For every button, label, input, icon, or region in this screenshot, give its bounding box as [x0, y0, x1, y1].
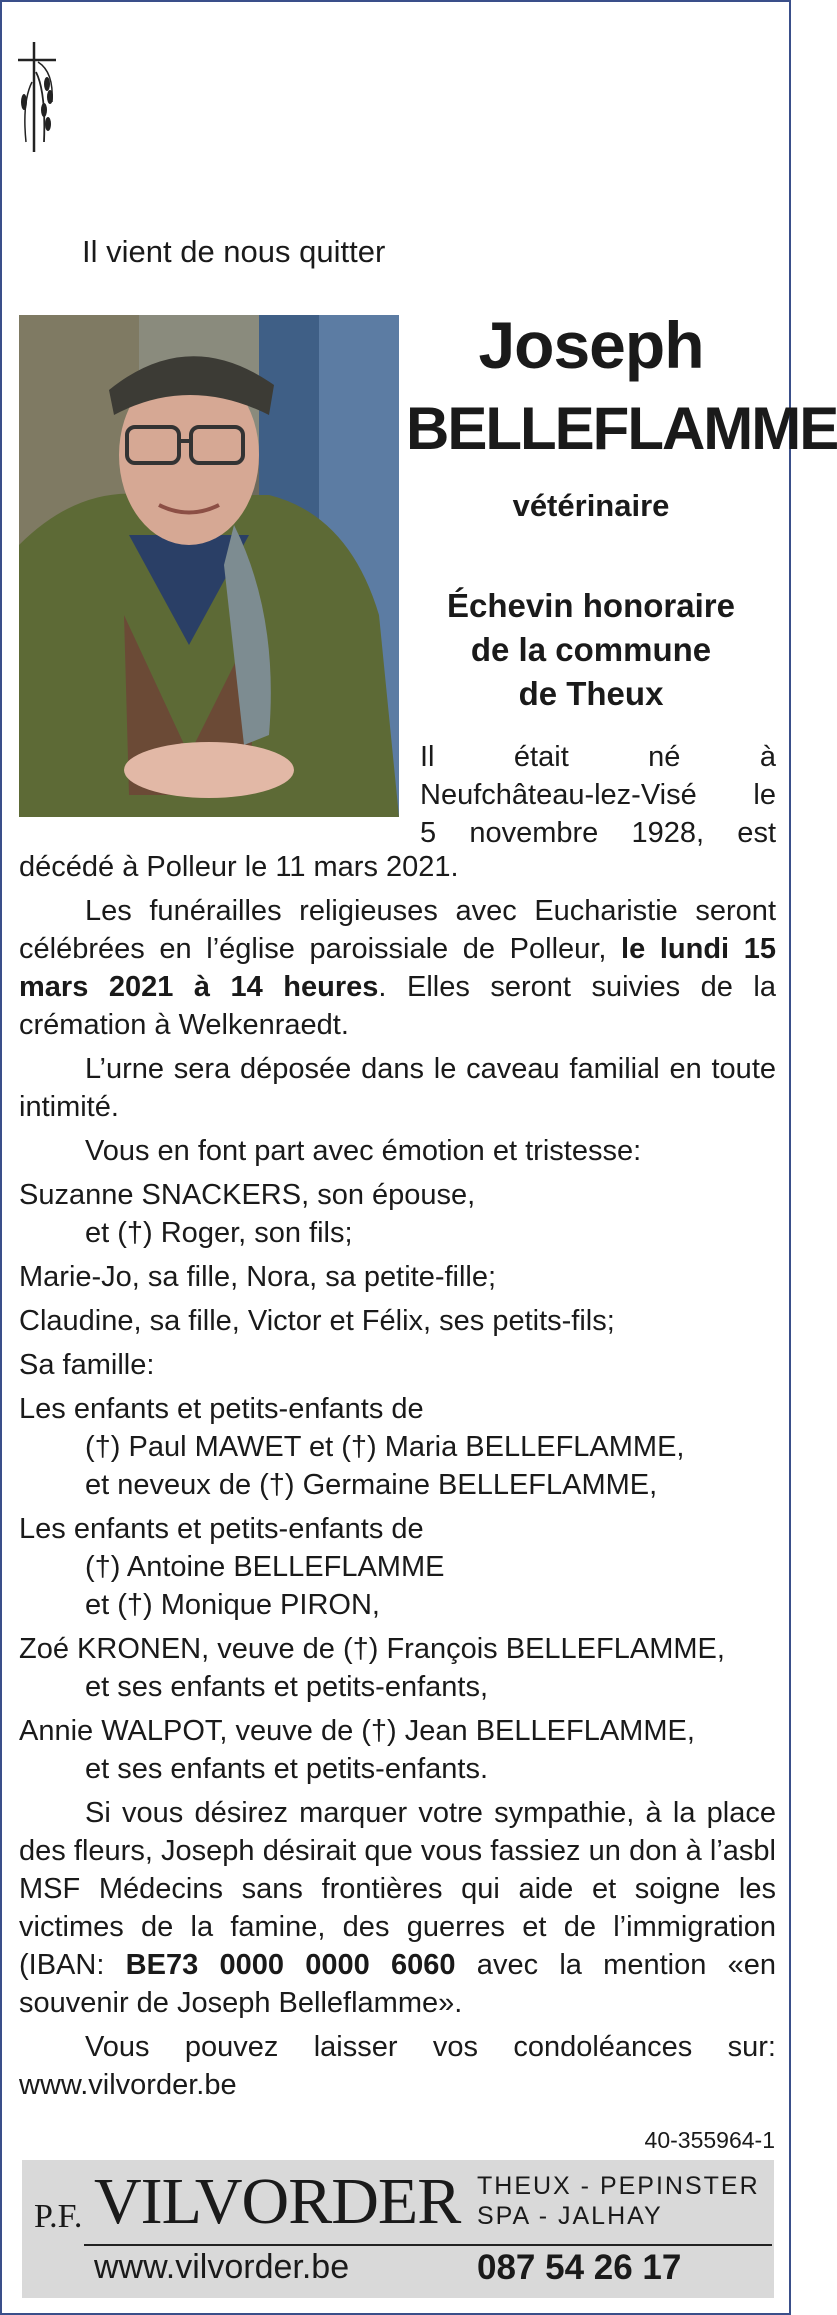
- family-line: Marie-Jo, sa fille, Nora, sa petite-fille;: [19, 1261, 497, 1293]
- donation-text-end: avec la mention «en souvenir de Joseph Belleflamme».: [19, 1949, 776, 2019]
- family-entry: [19, 1510, 776, 1624]
- funeral-text: Les funérailles religieuses avec Eucharistie seront célébrées en l’église paroissiale de Polleur,: [19, 895, 776, 965]
- iban-number: BE73 0000 0000 6060: [125, 1949, 456, 1981]
- family-entry: [19, 1630, 776, 1706]
- funeral-home-banner: [22, 2160, 774, 2298]
- family-indent-line: (†) Antoine BELLEFLAMME: [85, 1551, 445, 1583]
- family-indent-line: et ses enfants et petits-enfants,: [85, 1671, 489, 1703]
- birth-line: 5 novembre 1928, est: [420, 817, 776, 849]
- funeral-paragraph: [19, 892, 776, 1044]
- announce-paragraph: Vous en font part avec émotion et tristesse:: [85, 1135, 642, 1167]
- locations-line-1: THEUX - PEPINSTER: [477, 2172, 760, 2200]
- family-line: Annie WALPOT, veuve de (†) Jean BELLEFLAMME,: [19, 1715, 695, 1747]
- family-line: Zoé KRONEN, veuve de (†) François BELLEFLAMME,: [19, 1633, 725, 1665]
- family-indent-line: et (†) Monique PIRON,: [85, 1589, 380, 1621]
- phone-number[interactable]: 087 54 26 17: [477, 2248, 682, 2287]
- portrait-photo: [19, 315, 399, 817]
- honorary-title: [406, 584, 776, 716]
- family-indent-line: et neveux de (†) Germaine BELLEFLAMME,: [85, 1469, 658, 1501]
- family-indent-line: et ses enfants et petits-enfants.: [85, 1753, 489, 1785]
- urn-paragraph: L’urne sera déposée dans le caveau familial en toute intimité.: [19, 1053, 776, 1123]
- family-indent-line: et (†) Roger, son fils;: [85, 1217, 353, 1249]
- cross-wheat-icon: [14, 42, 64, 152]
- pf-label: P.F.: [34, 2198, 83, 2235]
- family-line: Sa famille:: [19, 1349, 155, 1381]
- divider: [84, 2244, 772, 2246]
- family-indent-line: (†) Paul MAWET et (†) Maria BELLEFLAMME,: [85, 1431, 685, 1463]
- family-line: Suzanne SNACKERS, son épouse,: [19, 1179, 476, 1211]
- birth-line: Il était né à: [420, 741, 776, 773]
- deceased-first-name: Joseph: [478, 308, 704, 382]
- locations-line-2: SPA - JALHAY: [477, 2202, 663, 2230]
- family-line: Les enfants et petits-enfants de: [19, 1393, 424, 1425]
- funeral-text-end: . Elles seront suivies de la crémation à Welkenraedt.: [19, 971, 776, 1041]
- title-line: de Theux: [518, 675, 664, 712]
- family-entry: [19, 1712, 776, 1788]
- family-line: Claudine, sa fille, Victor et Félix, ses petits-fils;: [19, 1305, 615, 1337]
- family-entry: [19, 1176, 776, 1252]
- donation-text: Si vous désirez marquer votre sympathie, à la place des fleurs, Joseph désirait que vous fassiez un don à l’asbl MSF Médecins sans frontières qui aide et soigne les victimes de la famine, des guerres et de l’immigration (IBAN:: [19, 1797, 776, 1981]
- deceased-last-name: BELLEFLAMME: [406, 395, 837, 462]
- birth-info: [420, 738, 776, 852]
- reference-number: 40-355964-1: [644, 2127, 775, 2153]
- birth-line: Neufchâteau-lez-Visé le: [420, 779, 776, 811]
- death-line: décédé à Polleur le 11 mars 2021.: [19, 851, 459, 883]
- family-line: Les enfants et petits-enfants de: [19, 1513, 424, 1545]
- profession: vétérinaire: [512, 488, 670, 523]
- obituary-body: [19, 848, 776, 2104]
- family-entry: [19, 1390, 776, 1504]
- condolences-paragraph: Vous pouvez laisser vos condoléances sur: www.vilvorder.be: [19, 2031, 776, 2101]
- funeral-date: le lundi 15 mars 2021 à 14 heures: [19, 933, 776, 1003]
- intro-text: Il vient de nous quitter: [82, 234, 386, 269]
- title-line: Échevin honoraire: [447, 587, 735, 624]
- family-entry: [19, 1346, 776, 1384]
- family-entry: [19, 1302, 776, 1340]
- website-link[interactable]: www.vilvorder.be: [94, 2248, 350, 2286]
- brand-logo-text: VILVORDER: [94, 2165, 461, 2238]
- donation-paragraph: [19, 1794, 776, 2022]
- family-entry: [19, 1258, 776, 1296]
- title-line: de la commune: [470, 631, 712, 668]
